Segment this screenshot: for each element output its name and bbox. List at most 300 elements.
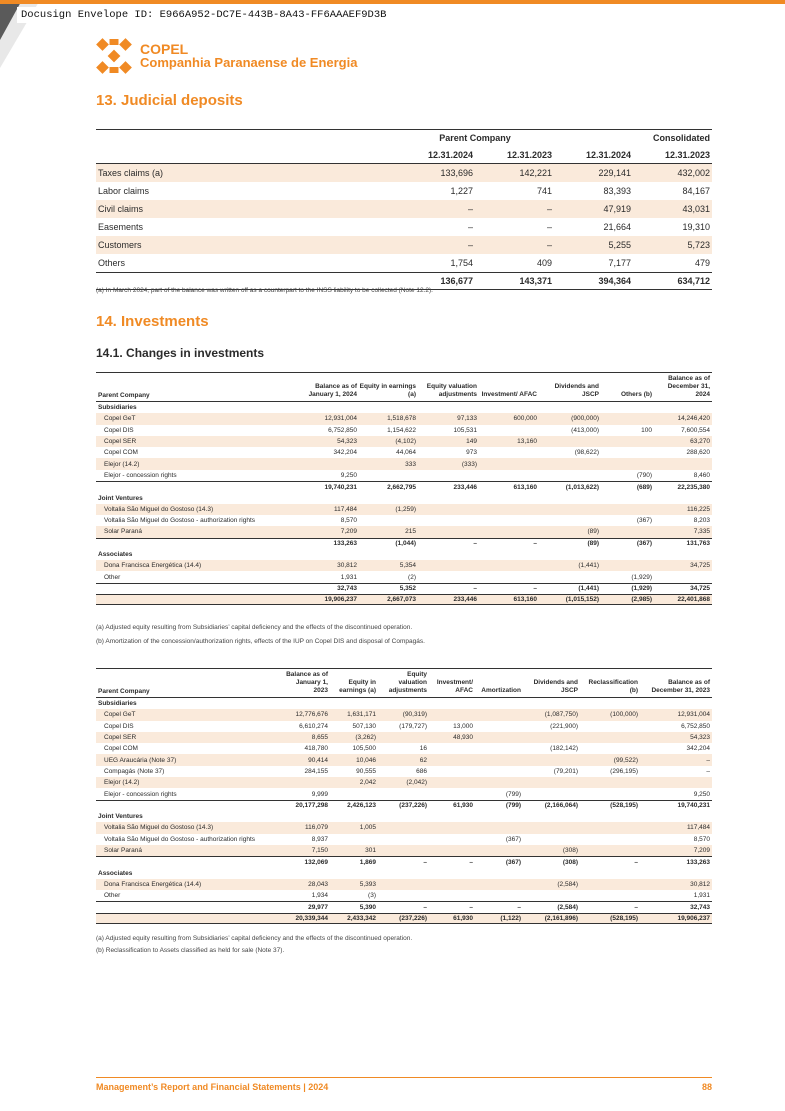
investments-2023-note-b: (b) Reclassification to Assets classified as held for sale (Note 37). [96, 947, 285, 954]
judicial-deposits-group-header [96, 129, 712, 146]
cell-value: 61,930 [453, 914, 473, 922]
footer-title: Management’s Report and Financial Statements | 2024 [96, 1082, 329, 1092]
cell-value: 19,740,231 [677, 802, 710, 810]
cell-value: 48,930 [453, 734, 473, 742]
cell-value: – [546, 222, 552, 232]
cell-value: 1,931 [340, 573, 357, 581]
column-header: Balance as of December 31, 2023 [651, 679, 710, 694]
table-row [96, 560, 712, 571]
cell-value: 43,031 [682, 204, 710, 214]
cell-value: (528,195) [610, 914, 638, 922]
judicial-deposits-row [96, 254, 712, 272]
cell-value: 16 [419, 745, 427, 753]
cell-value: 100 [641, 426, 652, 434]
table-row [96, 481, 712, 492]
judicial-deposits-row [96, 218, 712, 236]
cell-value: 117,484 [333, 505, 357, 513]
table-row [96, 470, 712, 481]
cell-value: – [467, 240, 473, 250]
row-label: Copel GeT [104, 711, 136, 719]
cell-value: (799) [505, 790, 521, 798]
cell-value: 7,177 [608, 258, 631, 268]
logo-line2: Companhia Paranaense de Energia [140, 55, 358, 70]
cell-value: 229,141 [598, 168, 631, 178]
cell-value: 34,725 [690, 585, 710, 593]
cell-value: – [469, 903, 473, 911]
cell-value: 2,662,795 [387, 483, 416, 491]
row-label: Elejor (14.2) [104, 779, 140, 787]
cell-value: 32,743 [690, 903, 710, 911]
cell-value: 84,167 [682, 186, 710, 196]
table-row [96, 436, 712, 447]
cell-value: 5,390 [359, 903, 376, 911]
header-date: 12.31.2024 [396, 150, 475, 160]
total-value: 394,364 [598, 276, 631, 286]
column-header: Equity valuation adjustments [426, 383, 477, 398]
table-row [96, 571, 712, 582]
cell-value: (308) [562, 858, 578, 866]
cell-value: (1,013,622) [565, 483, 599, 491]
cell-value: 9,999 [311, 790, 328, 798]
cell-value: (99,522) [613, 756, 638, 764]
cell-value: 233,446 [453, 596, 477, 604]
cell-value: – [469, 858, 473, 866]
row-label: Customers [98, 240, 142, 250]
column-header: Dividends and JSCP [554, 383, 599, 398]
cell-value: 7,335 [693, 528, 710, 536]
cell-value: 233,446 [453, 483, 477, 491]
cell-value: (2,584) [557, 903, 578, 911]
cell-value: 133,696 [440, 168, 473, 178]
row-label: Copel DIS [104, 426, 134, 434]
cell-value: (413,000) [571, 426, 599, 434]
table-row [96, 515, 712, 526]
table-row [96, 913, 712, 924]
cell-value: 133,263 [686, 858, 710, 866]
cell-value: – [533, 585, 537, 593]
row-label: Copel COM [104, 745, 138, 753]
cell-value: 600,000 [513, 415, 537, 423]
table-row [96, 709, 712, 720]
row-label: Taxes claims (a) [98, 168, 164, 178]
total-value: 143,371 [519, 276, 552, 286]
cell-value: 2,042 [359, 779, 376, 787]
cell-value: 432,002 [677, 168, 710, 178]
group-parent-company: Parent Company [439, 133, 511, 143]
cell-value: 28,043 [308, 880, 328, 888]
cell-value: 19,310 [682, 222, 710, 232]
row-label: Voltalia São Miguel do Gostoso - authorization rights [104, 835, 256, 843]
table-row [96, 698, 712, 709]
cell-value: 1,227 [450, 186, 473, 196]
row-label: Others [98, 258, 126, 268]
cell-value: 1,931 [693, 892, 710, 900]
cell-value: – [634, 903, 638, 911]
table-row [96, 425, 712, 436]
table-header-row [96, 372, 712, 402]
logo-line1: COPEL [140, 41, 189, 57]
header-date: 12.31.2024 [554, 150, 633, 160]
cell-value: 6,752,850 [328, 426, 357, 434]
row-label: Copel GeT [104, 415, 136, 423]
cell-value: 284,155 [304, 767, 328, 775]
cell-value: – [546, 204, 552, 214]
cell-value: 133,263 [333, 540, 357, 548]
cell-value: (1,044) [395, 540, 416, 548]
cell-value: 5,354 [399, 562, 416, 570]
judicial-deposits-table [96, 129, 712, 290]
judicial-deposits-row [96, 236, 712, 254]
cell-value: 30,812 [337, 562, 357, 570]
cell-value: 22,401,868 [677, 596, 710, 604]
cell-value: (1,122) [500, 914, 521, 922]
footer-divider [96, 1077, 712, 1078]
cell-value: – [467, 222, 473, 232]
cell-value: 12,931,004 [677, 711, 710, 719]
cell-value: 105,531 [453, 426, 477, 434]
table-row [96, 402, 712, 413]
table-row [96, 743, 712, 754]
judicial-deposits-row [96, 200, 712, 218]
cell-value: 342,204 [333, 449, 357, 457]
table-row [96, 458, 712, 469]
table-row [96, 447, 712, 458]
cell-value: 8,570 [340, 517, 357, 525]
column-header: Amortization [481, 687, 521, 694]
cell-value: – [423, 903, 427, 911]
table-row [96, 811, 712, 822]
cell-value: 7,150 [311, 847, 328, 854]
column-header: Dividends and JSCP [533, 679, 578, 694]
row-label: Dona Francisca Energética (14.4) [104, 880, 202, 888]
cell-value: 418,780 [304, 745, 328, 753]
cell-value: 22,235,380 [677, 483, 710, 491]
cell-value: 7,209 [693, 847, 710, 854]
row-label: Joint Ventures [98, 813, 143, 821]
investments-2023-note-a: (a) Adjusted equity resulting from Subsidiaries’ capital deficiency and the effects of the discontinued operation. [96, 935, 413, 942]
table-row [96, 867, 712, 878]
cell-value: (367) [636, 517, 652, 525]
cell-value: 117,484 [686, 824, 710, 832]
cell-value: 507,130 [352, 722, 376, 730]
cell-value: (900,000) [571, 415, 599, 423]
top-accent-bar [0, 0, 785, 4]
judicial-deposits-row [96, 164, 712, 182]
cell-value: 62 [419, 756, 427, 764]
cell-value: 132,069 [304, 858, 328, 866]
cell-value: 131,763 [686, 540, 710, 548]
cell-value: 19,906,237 [324, 596, 357, 604]
investments-2024-note-a: (a) Adjusted equity resulting from Subsidiaries’ capital deficiency and the effects of the discontinued operation. [96, 624, 413, 631]
group-consolidated: Consolidated [652, 133, 710, 143]
cell-value: 5,352 [399, 585, 416, 593]
column-header: Reclassification (b) [588, 679, 638, 694]
cell-value: 5,723 [687, 240, 710, 250]
cell-value: 409 [536, 258, 552, 268]
cell-value: 333 [405, 460, 416, 468]
cell-value: 5,255 [608, 240, 631, 250]
row-label: Easements [98, 222, 144, 232]
cell-value: 19,740,231 [324, 483, 357, 491]
cell-value: 54,323 [690, 734, 710, 742]
cell-value: 13,160 [517, 438, 537, 446]
cell-value: 14,246,420 [677, 415, 710, 423]
cell-value: 12,931,004 [324, 415, 357, 423]
cell-value: 12,776,676 [295, 711, 328, 719]
table-row [96, 856, 712, 867]
section-14-1-subtitle: 14.1. Changes in investments [96, 346, 265, 360]
column-header: Balance as of January 1, 2024 [308, 383, 357, 398]
table-row [96, 721, 712, 732]
cell-value: 1,934 [311, 892, 328, 900]
row-label: Copel SER [104, 734, 137, 742]
row-label: Voltalia São Miguel do Gostoso (14.3) [104, 824, 214, 832]
cell-value: 973 [466, 449, 477, 457]
cell-value: (90,319) [402, 711, 427, 719]
cell-value: (221,900) [550, 722, 578, 730]
cell-value: (2,584) [557, 880, 578, 888]
row-label: Subsidiaries [98, 700, 137, 708]
table-row [96, 834, 712, 845]
cell-value: (100,000) [610, 711, 638, 719]
row-label: Copel DIS [104, 722, 134, 730]
cell-value: (2) [408, 573, 416, 581]
column-header: Investment/ AFAC [436, 679, 473, 694]
cell-value: 83,393 [603, 186, 631, 196]
cell-value: 8,570 [693, 835, 710, 843]
cell-value: 9,250 [340, 471, 357, 479]
cell-value: (367) [505, 858, 521, 866]
row-label: Compagás (Note 37) [104, 767, 165, 775]
cell-value: 1,005 [359, 824, 376, 832]
table-row [96, 754, 712, 765]
cell-value: – [467, 204, 473, 214]
cell-value: 90,414 [308, 756, 328, 764]
cell-value: (237,226) [399, 914, 427, 922]
column-header: Parent Company [98, 688, 150, 695]
cell-value: (799) [505, 802, 521, 810]
copel-logo-icon [96, 38, 132, 74]
judicial-deposits-date-header [96, 146, 712, 164]
cell-value: (1,929) [631, 573, 652, 581]
cell-value: (2,985) [631, 596, 652, 604]
cell-value: 142,221 [519, 168, 552, 178]
cell-value: (179,727) [399, 722, 427, 730]
table-row [96, 890, 712, 901]
cell-value: 1,518,678 [387, 415, 416, 423]
table-row [96, 845, 712, 856]
cell-value: 686 [416, 767, 427, 775]
cell-value: 1,154,622 [387, 426, 416, 434]
table-row [96, 732, 712, 743]
table-row [96, 800, 712, 811]
row-label: Joint Ventures [98, 494, 143, 502]
row-label: Other [104, 892, 121, 900]
table-row [96, 504, 712, 515]
row-label: Solar Paraná [104, 847, 142, 854]
section-13-title: 13. Judicial deposits [96, 92, 243, 109]
cell-value: 2,433,342 [347, 914, 376, 922]
row-label: Other [104, 573, 121, 581]
cell-value: (367) [636, 540, 652, 548]
table-row [96, 492, 712, 503]
total-value: 136,677 [440, 276, 473, 286]
cell-value: (182,142) [550, 745, 578, 753]
cell-value: 19,906,237 [677, 914, 710, 922]
table-row [96, 549, 712, 560]
row-label: Dona Francisca Energética (14.4) [104, 562, 202, 570]
cell-value: 149 [466, 438, 477, 446]
cell-value: 47,919 [603, 204, 631, 214]
cell-value: 479 [694, 258, 710, 268]
cell-value: 5,393 [359, 880, 376, 888]
cell-value: – [473, 540, 477, 548]
column-header: Investment/ AFAC [481, 391, 537, 398]
cell-value: (3) [368, 892, 376, 900]
cell-value: (79,201) [553, 767, 578, 775]
column-header: Balance as of December 31, 2024 [667, 375, 710, 398]
row-label: Copel SER [104, 438, 137, 446]
docusign-envelope-id: Docusign Envelope ID: E966A952-DC7E-443B-8A43-FF6AAAEF9D3B [17, 7, 390, 23]
table-row [96, 901, 712, 912]
cell-value: 54,323 [337, 438, 357, 446]
investments-2024-table [96, 372, 712, 605]
cell-value: – [517, 903, 521, 911]
copel-logo [96, 38, 357, 74]
cell-value: (528,195) [610, 802, 638, 810]
cell-value: 105,500 [352, 745, 376, 753]
cell-value: 8,203 [693, 517, 710, 525]
row-label: Elejor (14.2) [104, 460, 140, 468]
cell-value: 9,250 [693, 790, 710, 798]
header-date: 12.31.2023 [475, 150, 554, 160]
cell-value: 32,743 [337, 585, 357, 593]
cell-value: (367) [505, 835, 521, 843]
table-row [96, 879, 712, 890]
cell-value: (2,166,064) [544, 802, 578, 810]
cell-value: (2,042) [406, 779, 427, 787]
cell-value: 90,555 [356, 767, 376, 775]
cell-value: (689) [636, 483, 652, 491]
cell-value: 6,752,850 [681, 722, 710, 730]
column-header: Others (b) [620, 391, 652, 398]
cell-value: (89) [587, 540, 599, 548]
row-label: Voltalia São Miguel do Gostoso (14.3) [104, 505, 214, 513]
cell-value: (1,441) [578, 585, 599, 593]
cell-value: – [473, 585, 477, 593]
cell-value: 1,754 [450, 258, 473, 268]
cell-value: (790) [636, 471, 652, 479]
cell-value: 7,209 [340, 528, 357, 536]
row-label: Associates [98, 551, 133, 558]
cell-value: (308) [562, 847, 578, 854]
cell-value: 8,937 [311, 835, 328, 843]
cell-value: (89) [587, 528, 599, 536]
judicial-deposits-note: (a) In March 2024, part of the balance was written off as a counterpart to the INSS liability to be collected (Note 12.2). [96, 287, 433, 294]
cell-value: (1,087,750) [544, 711, 578, 719]
row-label: Civil claims [98, 204, 143, 214]
cell-value: (333) [461, 460, 477, 468]
cell-value: 1,631,171 [347, 711, 376, 719]
cell-value: (3,262) [355, 734, 376, 742]
cell-value: – [533, 540, 537, 548]
cell-value: 13,000 [453, 722, 473, 730]
column-header: Equity valuation adjustments [388, 671, 427, 694]
cell-value: – [706, 756, 710, 764]
cell-value: 61,930 [453, 802, 473, 810]
cell-value: 8,655 [311, 734, 328, 742]
cell-value: (98,622) [574, 449, 599, 457]
cell-value: 10,046 [356, 756, 376, 764]
cell-value: 2,667,073 [387, 596, 416, 604]
table-row [96, 788, 712, 799]
table-row [96, 413, 712, 424]
table-row [96, 526, 712, 537]
cell-value: 215 [405, 528, 416, 536]
table-row [96, 583, 712, 594]
row-label: Copel COM [104, 449, 138, 457]
judicial-deposits-row [96, 182, 712, 200]
column-header: Equity in earnings (a) [339, 679, 376, 694]
row-label: Elejor - concession rights [104, 790, 177, 798]
page-number: 88 [701, 1082, 712, 1092]
cell-value: – [634, 858, 638, 866]
cell-value: 97,133 [457, 415, 477, 423]
cell-value: (1,015,152) [565, 596, 599, 604]
table-row [96, 594, 712, 605]
cell-value: 1,869 [359, 858, 376, 866]
cell-value: (237,226) [399, 802, 427, 810]
cell-value: (296,195) [610, 767, 638, 775]
cell-value: – [706, 767, 710, 775]
cell-value: 44,064 [396, 449, 416, 457]
column-header: Balance as of January 1, 2023 [286, 671, 328, 694]
column-header: Equity in earnings (a) [359, 383, 416, 398]
cell-value: 116,079 [304, 824, 328, 832]
cell-value: 2,426,123 [347, 802, 376, 810]
cell-value: 301 [365, 847, 376, 854]
cell-value: – [423, 858, 427, 866]
cell-value: 116,225 [686, 505, 710, 513]
cell-value: 20,339,344 [295, 914, 328, 922]
cell-value: – [546, 240, 552, 250]
cell-value: (1,259) [395, 505, 416, 513]
cell-value: 288,620 [686, 449, 710, 457]
total-value: 634,712 [677, 276, 710, 286]
cell-value: 6,610,274 [299, 722, 328, 730]
cell-value: (1,441) [578, 562, 599, 570]
row-label: Solar Paraná [104, 528, 142, 536]
cell-value: 342,204 [686, 745, 710, 753]
cell-value: 30,812 [690, 880, 710, 888]
logo-text [140, 42, 357, 70]
investments-2023-table [96, 668, 712, 924]
investments-2024-note-b: (b) Amortization of the concession/authorization rights, effects of the IUP on Copel DIS and disposal of Compagás. [96, 638, 425, 645]
row-label: Associates [98, 869, 133, 877]
column-header: Parent Company [98, 392, 150, 399]
header-date: 12.31.2023 [633, 150, 712, 160]
cell-value: (4,102) [395, 438, 416, 446]
section-14-title: 14. Investments [96, 313, 209, 330]
table-header-row [96, 668, 712, 698]
cell-value: 20,177,298 [295, 802, 328, 810]
table-row [96, 766, 712, 777]
cell-value: (2,161,896) [544, 914, 578, 922]
cell-value: 29,977 [308, 903, 328, 911]
cell-value: 613,160 [513, 596, 537, 604]
cell-value: 34,725 [690, 562, 710, 570]
table-row [96, 777, 712, 788]
